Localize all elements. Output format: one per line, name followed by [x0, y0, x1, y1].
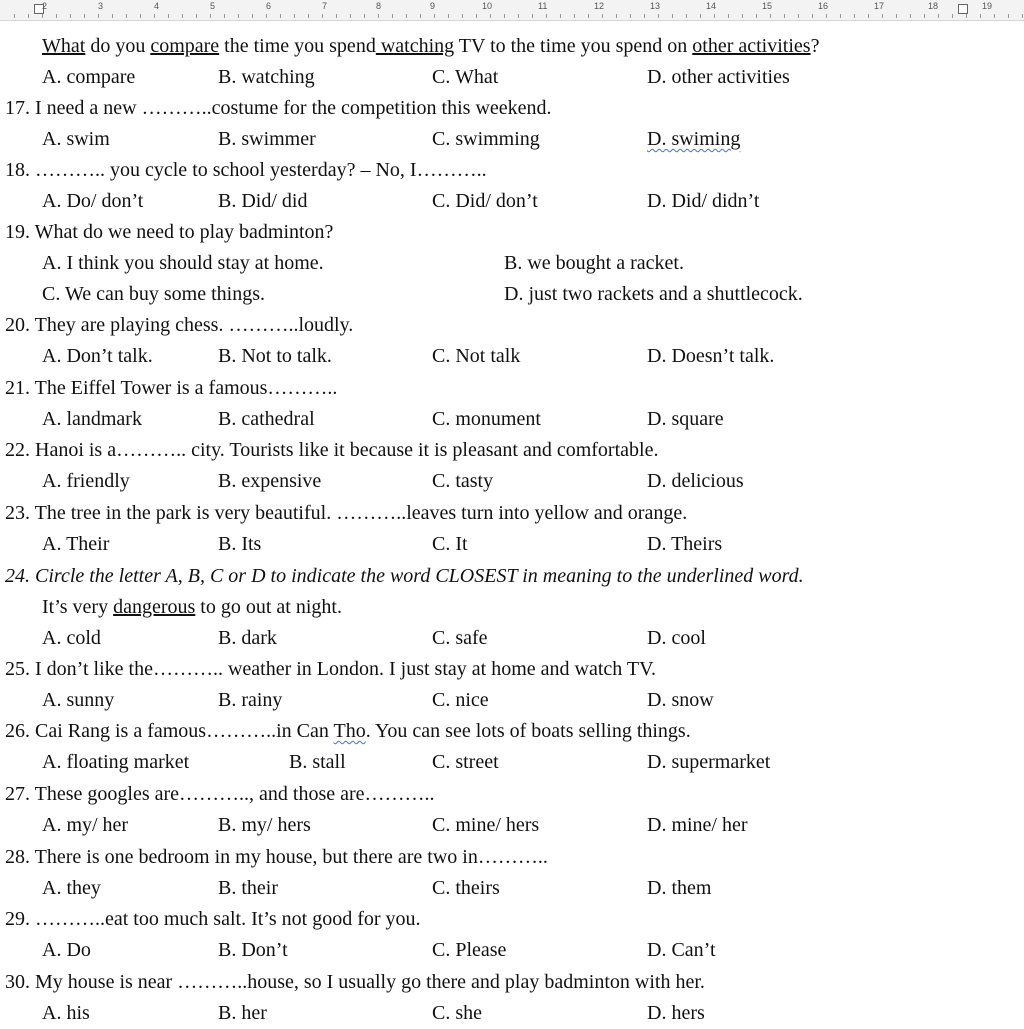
option-c: C. swimming [432, 128, 540, 150]
option-a: A. they [42, 877, 101, 899]
question-26 [0, 716, 1024, 747]
option-b: B. expensive [218, 470, 322, 492]
question-30 [0, 967, 1024, 998]
option-a: A. Do [42, 939, 91, 961]
ruler-tick [826, 14, 827, 18]
sentence-text: It’s very dangerous to go out at night. [42, 596, 342, 618]
question-text: 23. The tree in the park is very beautiful. ………..leaves turn into yellow and orange. [5, 502, 688, 524]
option-a: A. Do/ don’t [42, 190, 144, 212]
ruler-tick [700, 14, 701, 18]
ruler-tick [504, 14, 505, 18]
option-a: A. floating market [42, 751, 190, 773]
question-24 [0, 561, 1024, 592]
ruler-tick [364, 14, 365, 18]
ruler-tick [42, 14, 43, 18]
ruler-tick [966, 14, 967, 18]
question-23 [0, 498, 1024, 529]
question-text: 27. These googles are……….., and those are……….. [5, 783, 435, 805]
question-text: What do you compare the time you spend watching TV to the time you spend on other activities? [42, 35, 820, 57]
ruler-tick [938, 14, 939, 18]
options-22 [0, 466, 1024, 497]
ruler-tick [602, 14, 603, 18]
ruler-tick [896, 14, 897, 18]
options-27 [0, 810, 1024, 841]
ruler-tick [98, 14, 99, 18]
question-text: 24. Circle the letter A, B, C or D to indicate the word CLOSEST in meaning to the underlined word. [5, 565, 804, 587]
ruler-tick [714, 14, 715, 18]
ruler-tick [1022, 14, 1023, 18]
ruler-tick [434, 14, 435, 18]
option-a: A. Their [42, 533, 110, 555]
option-d: D. Theirs [647, 533, 723, 555]
question-21 [0, 373, 1024, 404]
ruler-tick [924, 14, 925, 18]
option-a: A. friendly [42, 470, 130, 492]
question-intro [0, 31, 1024, 62]
options-19-row1 [0, 248, 1024, 279]
option-d: D. Can’t [647, 939, 716, 961]
ruler-tick [378, 14, 379, 18]
option-a: A. swim [42, 128, 110, 150]
option-d: D. mine/ her [647, 814, 748, 836]
ruler-tick [980, 14, 981, 18]
options-19-row2 [0, 279, 1024, 310]
option-b: B. dark [218, 627, 277, 649]
option-d: D. Did/ didn’t [647, 190, 760, 212]
options-28 [0, 873, 1024, 904]
ruler-number: 8 [376, 1, 382, 11]
question-19 [0, 217, 1024, 248]
question-text: 17. I need a new ………..costume for the competition this weekend. [5, 97, 552, 119]
question-text: 30. My house is near ………..house, so I usually go there and play badminton with her. [5, 971, 705, 993]
question-29 [0, 904, 1024, 935]
ruler-tick [532, 14, 533, 18]
ruler-tick [476, 14, 477, 18]
option-a: A. I think you should stay at home. [42, 252, 324, 274]
ruler-tick [672, 14, 673, 18]
ruler-tick [840, 14, 841, 18]
option-a: A. his [42, 1002, 90, 1024]
option-b: B. Its [218, 533, 262, 555]
ruler-number: 6 [266, 1, 272, 11]
option-c: C. monument [432, 408, 541, 430]
ruler-number: 3 [98, 1, 104, 11]
question-25 [0, 654, 1024, 685]
ruler-tick [322, 14, 323, 18]
option-d: D. delicious [647, 470, 744, 492]
option-d: D. supermarket [647, 751, 771, 773]
option-b: B. cathedral [218, 408, 315, 430]
ruler-tick [196, 14, 197, 18]
ruler-tick [910, 14, 911, 18]
question-24-sentence [0, 592, 1024, 623]
option-d: D. hers [647, 1002, 705, 1024]
question-text: 29. ………..eat too much salt. It’s not good for you. [5, 908, 421, 930]
option-b: B. we bought a racket. [504, 252, 684, 274]
option-a: A. cold [42, 627, 101, 649]
ruler-tick [560, 14, 561, 18]
option-c: C. We can buy some things. [42, 283, 265, 305]
ruler-tick [252, 14, 253, 18]
ruler-tick [210, 14, 211, 18]
options-intro [0, 62, 1024, 93]
option-c: C. It [432, 533, 468, 555]
ruler-tick [168, 14, 169, 18]
ruler-tick [84, 14, 85, 18]
ruler-tick [140, 14, 141, 18]
ruler-number: 10 [482, 1, 493, 11]
underlined-word: dangerous [113, 596, 196, 618]
question-text: 19. What do we need to play badminton? [5, 221, 334, 243]
option-a: A. sunny [42, 689, 115, 711]
ruler-tick [406, 14, 407, 18]
ruler-tick [644, 14, 645, 18]
option-a: A. my/ her [42, 814, 129, 836]
ruler-tick [798, 14, 799, 18]
ruler-tick [56, 14, 57, 18]
options-29 [0, 935, 1024, 966]
option-c: C. Please [432, 939, 507, 961]
option-b: B. Not to talk. [218, 345, 332, 367]
ruler-tick [588, 14, 589, 18]
ruler-number: 2 [42, 1, 48, 11]
ruler-number: 18 [928, 1, 939, 11]
option-d: D. square [647, 408, 724, 430]
ruler-tick [616, 14, 617, 18]
options-17 [0, 124, 1024, 155]
ruler-number: 4 [154, 1, 160, 11]
option-c: C. she [432, 1002, 482, 1024]
options-25 [0, 685, 1024, 716]
options-23 [0, 529, 1024, 560]
ruler-tick [686, 14, 687, 18]
ruler-tick [658, 14, 659, 18]
ruler-number: 11 [538, 1, 548, 11]
ruler-tick [308, 14, 309, 18]
option-c: C. tasty [432, 470, 494, 492]
question-22 [0, 435, 1024, 466]
option-c: C. What [432, 66, 499, 88]
option-d: D. other activities [647, 66, 790, 88]
ruler-tick [756, 14, 757, 18]
option-b: B. watching [218, 66, 315, 88]
question-text: 28. There is one bedroom in my house, but there are two in……….. [5, 846, 548, 868]
question-27 [0, 779, 1024, 810]
option-c: C. safe [432, 627, 488, 649]
ruler-tick [1008, 14, 1009, 18]
ruler-tick [770, 14, 771, 18]
ruler-tick [70, 14, 71, 18]
option-b: B. her [218, 1002, 267, 1024]
ruler-tick [812, 14, 813, 18]
ruler-tick [350, 14, 351, 18]
ruler-number: 7 [322, 1, 328, 11]
ruler-tick [728, 14, 729, 18]
question-text: 18. ……….. you cycle to school yesterday? – No, I……….. [5, 159, 487, 181]
question-20 [0, 310, 1024, 341]
ruler-number: 14 [706, 1, 717, 11]
ruler-tick [994, 14, 995, 18]
ruler[interactable] [0, 0, 1024, 21]
option-c: C. nice [432, 689, 489, 711]
ruler-tick [630, 14, 631, 18]
option-d: D. just two rackets and a shuttlecock. [504, 283, 803, 305]
ruler-number: 13 [650, 1, 661, 11]
options-30 [0, 998, 1024, 1029]
option-d: D. them [647, 877, 712, 899]
ruler-tick [224, 14, 225, 18]
option-b: B. Did/ did [218, 190, 308, 212]
question-18 [0, 155, 1024, 186]
options-18 [0, 186, 1024, 217]
option-c: C. street [432, 751, 499, 773]
ruler-tick [294, 14, 295, 18]
option-a: A. compare [42, 66, 136, 88]
option-b: B. stall [289, 751, 346, 773]
ruler-tick [112, 14, 113, 18]
ruler-tick [336, 14, 337, 18]
ruler-tick [14, 14, 15, 18]
ruler-tick [882, 14, 883, 18]
option-a: A. landmark [42, 408, 142, 430]
ruler-number: 17 [874, 1, 885, 11]
ruler-number: 5 [210, 1, 216, 11]
option-b: B. rainy [218, 689, 283, 711]
ruler-tick [266, 14, 267, 18]
option-c: C. mine/ hers [432, 814, 540, 836]
option-b: B. their [218, 877, 278, 899]
ruler-tick [154, 14, 155, 18]
ruler-number: 9 [430, 1, 436, 11]
ruler-tick [238, 14, 239, 18]
ruler-tick [392, 14, 393, 18]
ruler-tick [854, 14, 855, 18]
ruler-number: 12 [594, 1, 605, 11]
option-b: B. Don’t [218, 939, 288, 961]
options-20 [0, 341, 1024, 372]
options-26 [0, 747, 1024, 778]
option-b: B. swimmer [218, 128, 316, 150]
ruler-tick [462, 14, 463, 18]
ruler-tick [448, 14, 449, 18]
options-24 [0, 623, 1024, 654]
option-c: C. Not talk [432, 345, 521, 367]
option-d: D. cool [647, 627, 706, 649]
question-text: 22. Hanoi is a……….. city. Tourists like it because it is pleasant and comfortable. [5, 439, 659, 461]
ruler-tick [546, 14, 547, 18]
ruler-tick [574, 14, 575, 18]
option-a: A. Don’t talk. [42, 345, 153, 367]
ruler-tick [280, 14, 281, 18]
options-21 [0, 404, 1024, 435]
ruler-number: 15 [762, 1, 773, 11]
option-c: C. Did/ don’t [432, 190, 538, 212]
question-text: 25. I don’t like the……….. weather in London. I just stay at home and watch TV. [5, 658, 656, 680]
ruler-tick [490, 14, 491, 18]
ruler-tick [868, 14, 869, 18]
option-c: C. theirs [432, 877, 500, 899]
ruler-tick [182, 14, 183, 18]
ruler-number: 19 [982, 1, 993, 11]
question-text: 21. The Eiffel Tower is a famous……….. [5, 377, 338, 399]
option-d: D. swiming [647, 128, 741, 150]
ruler-tick [742, 14, 743, 18]
option-d: D. snow [647, 689, 714, 711]
ruler-tick [784, 14, 785, 18]
option-d: D. Doesn’t talk. [647, 345, 775, 367]
question-text: 20. They are playing chess. ………..loudly. [5, 314, 354, 336]
question-text: 26. Cai Rang is a famous………..in Can Tho. You can see lots of boats selling things. [5, 720, 691, 742]
option-b: B. my/ hers [218, 814, 311, 836]
ruler-number: 16 [818, 1, 829, 11]
ruler-tick [28, 14, 29, 18]
ruler-tick [126, 14, 127, 18]
right-indent-marker-icon[interactable] [958, 4, 968, 14]
ruler-tick [420, 14, 421, 18]
question-17 [0, 93, 1024, 124]
ruler-tick [518, 14, 519, 18]
ruler-tick [952, 14, 953, 18]
question-28 [0, 842, 1024, 873]
